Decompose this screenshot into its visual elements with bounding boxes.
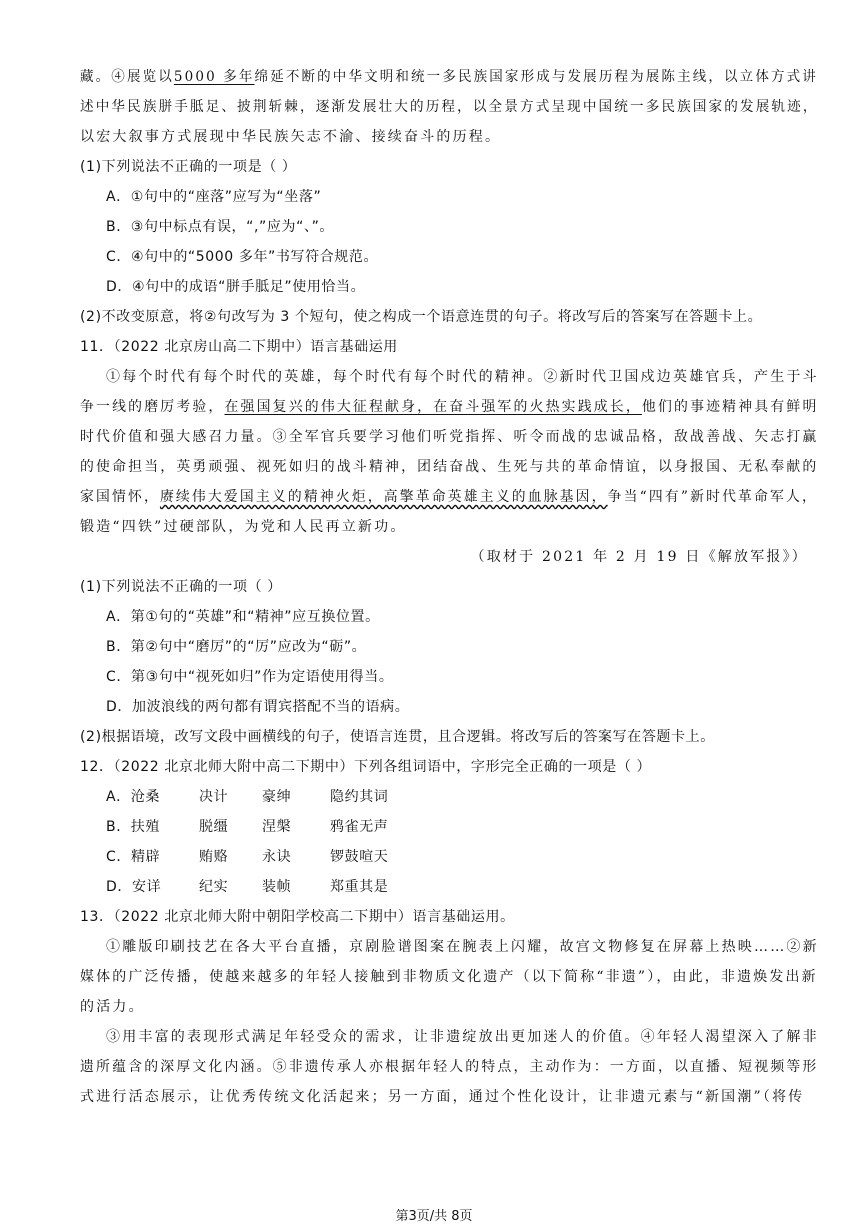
word: B．扶殖	[106, 819, 161, 835]
q13-line-1: ①雕版印刷技艺在各大平台直播，京剧脸谱图案在腕表上闪耀，故宫文物修复在屏幕上热映……②新	[106, 939, 819, 955]
text: 藏。④展览以	[80, 69, 174, 85]
q13-line-2: 媒体的广泛传播，使越来越多的年轻人接触到非物质文化遗产（以下简称“非遗”），由此，非遗焕发出新	[80, 969, 818, 985]
q11-option-b: B．第②句中“磨厉”的“厉”应改为“砺”。	[106, 639, 367, 655]
text: 家国情怀，	[80, 489, 160, 505]
q11-option-a: A．第①句的“英雄”和“精神”应互换位置。	[106, 609, 380, 625]
word: 贿赂	[199, 849, 229, 865]
word: D．安详	[106, 879, 162, 895]
p10-line-3: 以宏大叙事方式展现中华民族矢志不渝、接续奋斗的历程。	[80, 129, 502, 145]
q13-line-4: ③用丰富的表现形式满足年轻受众的需求，让非遗绽放出更加迷人的价值。④年轻人渴望深入了解非	[106, 1029, 819, 1045]
text: 争当“四有”新时代革命军人，	[607, 489, 819, 505]
q11-line-2	[80, 398, 819, 416]
q13-line-6: 式进行活态展示，让优秀传统文化活起来；另一方面，通过个性化设计，让非遗元素与“新国潮”（将传	[80, 1089, 805, 1105]
q11-source: （取材于 2021 年 2 月 19 日《解放军报》）	[470, 549, 808, 565]
p10-line-2: 述中华民族胼手胝足、披荆斩棘，逐渐发展壮大的历程，以全景方式呈现中国统一多民族国家的发展轨迹，	[80, 99, 819, 115]
word: 锣鼓喧天	[330, 849, 389, 865]
q11-sub1: (1)下列说法不正确的一项（ ）	[80, 579, 282, 595]
word: 永诀	[262, 849, 292, 865]
wavy-underlined-text: 赓续伟大爱国主义的精神火炬，高擎革命英雄主义的血脉基因，	[159, 489, 608, 505]
q11-line-1: ①每个时代有每个时代的英雄，每个时代有每个时代的精神。②新时代卫国戍边英雄官兵，产生于斗	[106, 369, 819, 385]
q11-line-4: 的使命担当，英勇顽强、视死如归的战斗精神，团结奋战、生死与共的革命情谊，以身报国、无私奉献的	[80, 459, 819, 475]
q11-option-d: D．加波浪线的两句都有谓宾搭配不当的语病。	[106, 699, 410, 715]
q10-option-b: B．③句中标点有误，“,”应为“、”。	[106, 219, 335, 235]
q10-sub2: (2)不改变原意，将②句改写为 3 个短句，使之构成一个语意连贯的句子。将改写后的答案写在答题卡上。	[80, 309, 763, 325]
word: 脱缰	[199, 819, 229, 835]
q11-sub2: (2)根据语境，改写文段中画横线的句子，使语言连贯，且合逻辑。将改写后的答案写在答题卡上。	[80, 729, 715, 745]
q10-option-c: C．④句中的“5000 多年”书写符合规范。	[106, 249, 379, 265]
page-number: 第3页/共 8页	[395, 1209, 473, 1224]
word: C．精辟	[106, 849, 161, 865]
word: 隐约其词	[330, 789, 389, 805]
q11-line-5	[80, 488, 818, 506]
word: 涅槃	[262, 819, 292, 835]
q11-line-3: 时代价值和强大感召力量。③全军官兵要学习他们听党指挥、听令而战的忠诚品格，敌战善战、矢志打赢	[80, 429, 819, 445]
q13-heading: 13．（2022 北京北师大附中朝阳学校高二下期中）语言基础运用。	[80, 909, 515, 925]
q10-sub1: (1)下列说法不正确的一项是（ ）	[80, 159, 297, 175]
p10-line-1	[80, 68, 818, 86]
q12-heading: 12．（2022 北京北师大附中高二下期中）下列各组词语中，字形完全正确的一项是（ ）	[80, 759, 652, 775]
word: 装帧	[262, 879, 292, 895]
word: 郑重其是	[330, 879, 389, 895]
word: A．沧桑	[106, 789, 160, 805]
q10-option-a: A．①句中的“座落”应写为“坐落”	[106, 189, 322, 205]
text: 他们的事迹精神具有鲜明	[641, 399, 819, 415]
word: 豪绅	[262, 789, 292, 805]
word: 决计	[199, 789, 229, 805]
q10-option-d: D．④句中的成语“胼手胝足”使用恰当。	[106, 279, 366, 295]
word: 鸦雀无声	[330, 819, 389, 835]
text: 绵延不断的中华文明和统一多民族国家形成与发展历程为展陈主线，以立体方式讲	[254, 69, 818, 85]
q11-line-6: 锻造“四铁”过硬部队，为党和人民再立新功。	[80, 519, 407, 535]
text: 争一线的磨厉考验，	[80, 399, 225, 415]
q11-heading: 11．（2022 北京房山高二下期中）语言基础运用	[80, 339, 398, 355]
q11-option-c: C．第③句中“视死如归”作为定语使用得当。	[106, 669, 394, 685]
q13-line-3: 的活力。	[80, 999, 145, 1015]
underlined-text: 在强国复兴的伟大征程献身，在奋斗强军的火热实践成长，	[224, 399, 642, 415]
underlined-text: 5000 多年	[173, 69, 255, 85]
word: 纪实	[199, 879, 229, 895]
q13-line-5: 遗所蕴含的深厚文化内涵。⑤非遗传承人亦根据年轻人的特点，主动作为：一方面，以直播、短视频等形	[80, 1059, 819, 1075]
